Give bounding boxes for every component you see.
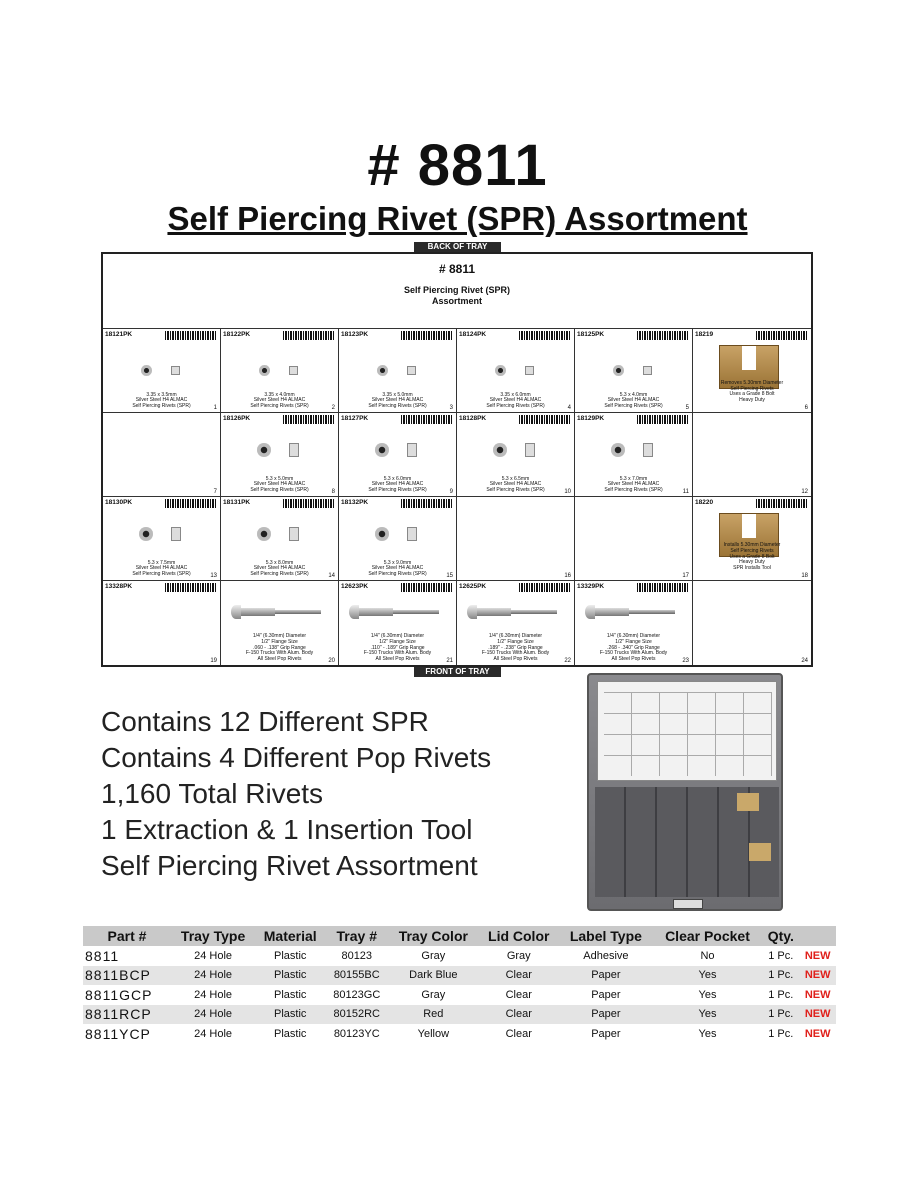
table-cell: Clear — [478, 966, 559, 986]
cell-description-line: Silver Steel H4 ALMAC — [135, 565, 188, 572]
tray-grid — [103, 329, 811, 665]
tray-cell — [103, 497, 221, 581]
table-cell: Clear — [505, 988, 532, 1001]
cell-description — [575, 477, 692, 494]
table-cell: 1 Pc. — [768, 988, 794, 1001]
cell-description-line: Silver Steel H4 ALMAC — [607, 481, 660, 488]
cell-description-line: Self Piercing Rivets (SPR) — [368, 571, 427, 578]
table-cell: 1 Pc. — [768, 1027, 794, 1040]
column-header: Label Type — [559, 926, 653, 946]
tray-cell — [575, 329, 693, 413]
cell-description-line: F-150 Trucks With Alum. Body — [599, 650, 668, 657]
table-cell: Yes — [698, 988, 717, 1001]
cell-description-line: 3.35 x 5.0mm — [382, 391, 413, 398]
rivet-top-icon — [495, 365, 506, 376]
case-image — [587, 673, 783, 911]
spec-row — [83, 985, 836, 1005]
table-cell: 1 Pc. — [768, 949, 794, 962]
table-cell: Paper — [559, 966, 653, 986]
cell-part-number: 18129PK — [577, 415, 605, 422]
cell-description-line: Heavy Duty — [739, 559, 765, 566]
cell-description-line: 1/2" Flange Size — [615, 638, 652, 645]
column-header: Qty. — [762, 926, 799, 946]
barcode-icon — [283, 415, 335, 424]
tray-layout — [101, 252, 813, 667]
cell-description-line: Silver Steel H4 ALMAC — [371, 565, 424, 572]
cell-description-line: 5.3 x 4.0mm — [619, 391, 648, 398]
cell-description-line: Self Piercing Rivets (SPR) — [132, 571, 191, 578]
table-cell: Paper — [591, 1027, 621, 1040]
tray-cell — [575, 413, 693, 497]
barcode-icon — [637, 583, 689, 592]
cell-description-line: Self Piercing Rivets (SPR) — [368, 403, 427, 410]
table-cell: 1 Pc. — [762, 966, 799, 986]
table-cell: Plastic — [274, 1027, 307, 1040]
barcode-icon — [165, 499, 217, 508]
cell-number: 15 — [446, 573, 453, 579]
table-cell: 80123 — [341, 949, 373, 962]
tray-cell — [221, 497, 339, 581]
rivet-side-icon — [171, 366, 180, 375]
cell-description-line: All Steel Pop Rivets — [257, 656, 302, 663]
cell-description-line: Self Piercing Rivets (SPR) — [604, 487, 663, 494]
barcode-icon — [519, 415, 571, 424]
tool-image — [749, 843, 771, 861]
cell-description-line: Silver Steel H4 ALMAC — [371, 481, 424, 488]
cell-description-line: 1/4" (6.30mm) Diameter — [606, 633, 661, 640]
cell-number: 24 — [801, 658, 808, 664]
tray-cell — [103, 329, 221, 413]
column-header: Material — [255, 926, 325, 946]
cell-description-line: Silver Steel H4 ALMAC — [135, 397, 188, 404]
cell-description — [457, 393, 574, 410]
cell-number: 12 — [801, 489, 808, 495]
cell-part-number: 12625PK — [459, 583, 487, 590]
column-header: Clear Pocket — [653, 926, 762, 946]
feature-item: Contains 12 Different SPR — [101, 706, 429, 737]
cell-description-line: 1/4" (6.30mm) Diameter — [252, 633, 307, 640]
table-cell: Plastic — [255, 966, 325, 986]
cell-part-number: 18127PK — [341, 415, 369, 422]
barcode-icon — [637, 415, 689, 424]
cell-number: 19 — [210, 658, 217, 664]
table-cell: 8811BCP — [83, 966, 171, 986]
table-cell: Gray — [421, 988, 446, 1001]
cell-number: 17 — [682, 573, 689, 579]
cell-description — [575, 393, 692, 410]
table-cell: Clear — [478, 1005, 559, 1025]
barcode-icon — [401, 499, 453, 508]
tray-cell — [457, 413, 575, 497]
rivet-top-icon — [377, 365, 388, 376]
table-cell: Paper — [559, 1005, 653, 1025]
rivet-top-icon — [613, 365, 624, 376]
cell-description — [575, 634, 692, 663]
cell-description-line: 3.35 x 4.0mm — [264, 391, 295, 398]
cell-number: 23 — [682, 658, 689, 664]
cell-description — [103, 393, 220, 410]
spec-row — [83, 966, 836, 986]
cell-number: 16 — [564, 573, 571, 579]
table-cell: Gray — [506, 949, 531, 962]
cell-description-line: Self Piercing Rivets (SPR) — [132, 403, 191, 410]
table-cell: 8811YCP — [85, 1025, 151, 1042]
tray-cell — [103, 413, 221, 497]
rivet-top-icon — [375, 443, 389, 457]
cell-description-line: SPR Installs Tool — [733, 565, 771, 572]
table-cell: Yellow — [417, 1027, 450, 1040]
tray-cell — [103, 581, 221, 665]
cell-description — [339, 634, 456, 663]
rivet-top-icon — [611, 443, 625, 457]
cell-description-line: 3.35 x 6.0mm — [500, 391, 531, 398]
cell-description-line: Self Piercing Rivets — [730, 547, 774, 554]
table-cell: 8811GCP — [85, 986, 153, 1003]
barcode-icon — [283, 499, 335, 508]
rivet-side-icon — [643, 443, 653, 457]
cell-part-number: 18125PK — [577, 331, 605, 338]
cell-description-line: Removes 5.30mm Diameter — [720, 379, 784, 386]
cell-description-line: F-150 Trucks With Alum. Body — [245, 650, 314, 657]
tray-number: # 8811 — [438, 262, 476, 276]
cell-description-line: 5.3 x 9.0mm — [383, 559, 412, 566]
cell-part-number: 18126PK — [223, 415, 251, 422]
table-cell: Paper — [591, 988, 621, 1001]
cell-description-line: .110" - .189" Grip Range — [370, 644, 425, 651]
pop-rivet-icon — [467, 605, 557, 619]
cell-number: 13 — [210, 573, 217, 579]
cell-part-number: 18128PK — [459, 415, 487, 422]
cell-description-line: 1/4" (6.30mm) Diameter — [488, 633, 543, 640]
table-cell: 24 Hole — [194, 1027, 233, 1040]
table-cell: 80123YC — [333, 1027, 380, 1040]
cell-number: 22 — [564, 658, 571, 664]
rivet-side-icon — [407, 527, 417, 541]
table-cell: No — [700, 949, 715, 962]
spec-row — [83, 1005, 836, 1025]
tray-cell — [457, 329, 575, 413]
table-cell: Dark Blue — [388, 966, 478, 986]
cell-description-line: Silver Steel H4 ALMAC — [253, 565, 306, 572]
cell-number: 5 — [685, 405, 689, 411]
feature-item: 1 Extraction & 1 Insertion Tool — [101, 814, 473, 845]
cell-description — [339, 477, 456, 494]
cell-description — [221, 561, 338, 578]
tray-cell — [221, 329, 339, 413]
front-of-tray-label: FRONT OF TRAY — [414, 667, 501, 677]
tray-cell — [339, 497, 457, 581]
cell-part-number: 12623PK — [341, 583, 369, 590]
spec-table — [83, 926, 836, 1044]
cell-description-line: 5.3 x 6.0mm — [383, 475, 412, 482]
cell-part-number: 13328PK — [105, 583, 133, 590]
page-title: # 8811 — [367, 133, 548, 198]
cell-description-line: Silver Steel H4 ALMAC — [371, 397, 424, 404]
column-header: Tray Color — [388, 926, 478, 946]
barcode-icon — [756, 331, 808, 340]
barcode-icon — [637, 331, 689, 340]
cell-description-line: 1/2" Flange Size — [261, 638, 298, 645]
cell-description-line: Silver Steel H4 ALMAC — [253, 481, 306, 488]
cell-description-line: 5.3 x 8.0mm — [265, 559, 294, 566]
cell-description-line: 5.3 x 7.5mm — [147, 559, 176, 566]
cell-description — [339, 561, 456, 578]
cell-part-number: 13329PK — [577, 583, 605, 590]
new-badge: NEW — [799, 966, 836, 986]
tray-cell — [575, 497, 693, 581]
cell-description — [339, 393, 456, 410]
rivet-side-icon — [289, 527, 299, 541]
tray-cell — [457, 497, 575, 581]
cell-description-line: Self Piercing Rivets — [730, 385, 774, 392]
barcode-icon — [401, 583, 453, 592]
table-cell: 24 Hole — [194, 988, 233, 1001]
cell-part-number: 18121PK — [105, 331, 133, 338]
table-cell: 80123GC — [333, 988, 381, 1001]
cell-description — [457, 477, 574, 494]
cell-description-line: Silver Steel H4 ALMAC — [489, 481, 542, 488]
cell-description-line: F-150 Trucks With Alum. Body — [481, 650, 550, 657]
cell-description-line: Silver Steel H4 ALMAC — [253, 397, 306, 404]
cell-number: 20 — [328, 658, 335, 664]
column-header: Tray # — [325, 926, 388, 946]
table-cell: 8811 — [85, 947, 120, 964]
table-cell: Clear — [505, 1027, 532, 1040]
cell-number: 1 — [213, 405, 217, 411]
cell-part-number: 18219 — [695, 331, 714, 338]
cell-description-line: 5.3 x 6.5mm — [501, 475, 530, 482]
cell-description-line: 1/2" Flange Size — [497, 638, 534, 645]
cell-description — [457, 634, 574, 663]
barcode-icon — [756, 499, 808, 508]
cell-description-line: 1/4" (6.30mm) Diameter — [370, 633, 425, 640]
rivet-top-icon — [139, 527, 153, 541]
cell-description — [693, 381, 811, 404]
cell-description-line: .189" - .238" Grip Range — [488, 644, 543, 651]
cell-part-number: 18122PK — [223, 331, 251, 338]
new-badge: NEW — [804, 988, 831, 1001]
table-cell: 24 Hole — [171, 1005, 255, 1025]
tray-cell — [221, 413, 339, 497]
feature-item: 1,160 Total Rivets — [101, 778, 324, 809]
rivet-top-icon — [259, 365, 270, 376]
cell-number: 21 — [446, 658, 453, 664]
table-cell: 80152RC — [325, 1005, 388, 1025]
cell-description-line: Uses a Grade 8 Bolt — [729, 553, 775, 560]
cell-description-line: Self Piercing Rivets (SPR) — [250, 403, 309, 410]
case-handle — [673, 899, 703, 909]
rivet-side-icon — [525, 366, 534, 375]
cell-part-number: 18132PK — [341, 499, 369, 506]
tray-cell — [575, 581, 693, 665]
table-cell: Adhesive — [583, 949, 629, 962]
spec-header-row — [83, 926, 836, 946]
cell-description-line: 1/2" Flange Size — [379, 638, 416, 645]
barcode-icon — [519, 583, 571, 592]
cell-part-number: 18130PK — [105, 499, 133, 506]
cell-description-line: All Steel Pop Rivets — [375, 656, 420, 663]
feature-list — [101, 704, 491, 884]
cell-description — [221, 634, 338, 663]
barcode-icon — [165, 331, 217, 340]
column-header: Part # — [83, 926, 171, 946]
feature-item: Contains 4 Different Pop Rivets — [101, 742, 492, 773]
cell-description-line: Self Piercing Rivets (SPR) — [486, 487, 545, 494]
new-badge: NEW — [799, 1005, 836, 1025]
pop-rivet-icon — [231, 605, 321, 619]
cell-number: 18 — [801, 573, 808, 579]
cell-number: 4 — [567, 405, 571, 411]
table-cell: 1 Pc. — [762, 1005, 799, 1025]
table-cell: Plastic — [255, 1005, 325, 1025]
table-cell: Gray — [421, 949, 446, 962]
new-badge: NEW — [804, 1027, 831, 1040]
rivet-top-icon — [493, 443, 507, 457]
cell-number: 11 — [682, 489, 689, 495]
spec-row — [83, 1024, 836, 1044]
table-cell: 80155BC — [325, 966, 388, 986]
cell-number: 7 — [213, 489, 217, 495]
cell-description-line: Heavy Duty — [739, 397, 765, 404]
cell-description-line: 3.35 x 3.5mm — [146, 391, 177, 398]
new-badge: NEW — [804, 949, 831, 962]
feature-item: Self Piercing Rivet Assortment — [101, 850, 478, 881]
cell-description-line: Self Piercing Rivets (SPR) — [250, 487, 309, 494]
rivet-side-icon — [171, 527, 181, 541]
cell-description-line: Self Piercing Rivets (SPR) — [486, 403, 545, 410]
cell-description-line: All Steel Pop Rivets — [611, 656, 656, 663]
page-subtitle: Self Piercing Rivet (SPR) Assortment — [167, 200, 748, 237]
cell-description-line: Silver Steel H4 ALMAC — [489, 397, 542, 404]
cell-description-line: Self Piercing Rivets (SPR) — [604, 403, 663, 410]
column-header: Tray Type — [171, 926, 255, 946]
tray-header — [103, 254, 811, 329]
back-of-tray-label: BACK OF TRAY — [414, 242, 501, 252]
cell-description-line: .268 - .340" Grip Range — [607, 644, 660, 651]
barcode-icon — [401, 331, 453, 340]
cell-description — [693, 543, 811, 572]
cell-part-number: 18220 — [695, 499, 714, 506]
rivet-side-icon — [407, 366, 416, 375]
tray-cell — [693, 413, 811, 497]
tray-cell — [339, 413, 457, 497]
tray-cell — [457, 581, 575, 665]
cell-part-number: 18131PK — [223, 499, 251, 506]
table-cell: Yes — [653, 1005, 762, 1025]
cell-description — [221, 393, 338, 410]
tray-name: Self Piercing Rivet (SPR) Assortment — [403, 285, 511, 306]
rivet-top-icon — [375, 527, 389, 541]
cell-number: 6 — [804, 405, 808, 411]
cell-description-line: Silver Steel H4 ALMAC — [607, 397, 660, 404]
cell-description-line: 5.3 x 7.0mm — [619, 475, 648, 482]
cell-description-line: Self Piercing Rivets (SPR) — [250, 571, 309, 578]
cell-description-line: 5.3 x 5.0mm — [265, 475, 294, 482]
cell-description — [221, 477, 338, 494]
cell-description-line: Installs 5.30mm Diameter — [723, 542, 781, 549]
barcode-icon — [165, 583, 217, 592]
table-cell: Yes — [653, 966, 762, 986]
tray-cell — [693, 329, 811, 413]
spec-row — [83, 946, 836, 966]
table-cell: Yes — [698, 1027, 717, 1040]
rivet-top-icon — [257, 527, 271, 541]
cell-part-number: 18124PK — [459, 331, 487, 338]
cell-number: 3 — [449, 405, 453, 411]
rivet-top-icon — [257, 443, 271, 457]
rivet-side-icon — [643, 366, 652, 375]
rivet-top-icon — [141, 365, 152, 376]
cell-number: 2 — [331, 405, 335, 411]
table-cell: Plastic — [274, 988, 307, 1001]
tool-image — [737, 793, 759, 811]
barcode-icon — [283, 331, 335, 340]
tray-cell — [693, 497, 811, 581]
rivet-side-icon — [289, 366, 298, 375]
rivet-side-icon — [407, 443, 417, 457]
cell-part-number: 18123PK — [341, 331, 369, 338]
barcode-icon — [519, 331, 571, 340]
cell-description-line: All Steel Pop Rivets — [493, 656, 538, 663]
column-header: Lid Color — [478, 926, 559, 946]
cell-description-line: F-150 Trucks With Alum. Body — [363, 650, 432, 657]
rivet-side-icon — [289, 443, 299, 457]
pop-rivet-icon — [349, 605, 439, 619]
cell-number: 8 — [331, 489, 335, 495]
table-cell: 24 Hole — [194, 949, 233, 962]
cell-number: 9 — [449, 489, 453, 495]
tray-cell — [221, 581, 339, 665]
table-cell: 24 Hole — [171, 966, 255, 986]
case-lid — [597, 681, 777, 781]
table-cell: Red — [388, 1005, 478, 1025]
barcode-icon — [401, 415, 453, 424]
table-cell: 8811RCP — [83, 1005, 171, 1025]
tray-cell — [339, 329, 457, 413]
column-header — [799, 926, 836, 946]
tray-cell — [693, 581, 811, 665]
cell-number: 14 — [328, 573, 335, 579]
cell-number: 10 — [564, 489, 571, 495]
cell-description-line: .060 - .138" Grip Range — [253, 644, 306, 651]
rivet-side-icon — [525, 443, 535, 457]
cell-description-line: Uses a Grade 8 Bolt — [729, 391, 775, 398]
cell-description-line: Self Piercing Rivets (SPR) — [368, 487, 427, 494]
table-cell: Plastic — [274, 949, 307, 962]
product-photo — [565, 673, 803, 918]
pop-rivet-icon — [585, 605, 675, 619]
cell-description — [103, 561, 220, 578]
tray-cell — [339, 581, 457, 665]
